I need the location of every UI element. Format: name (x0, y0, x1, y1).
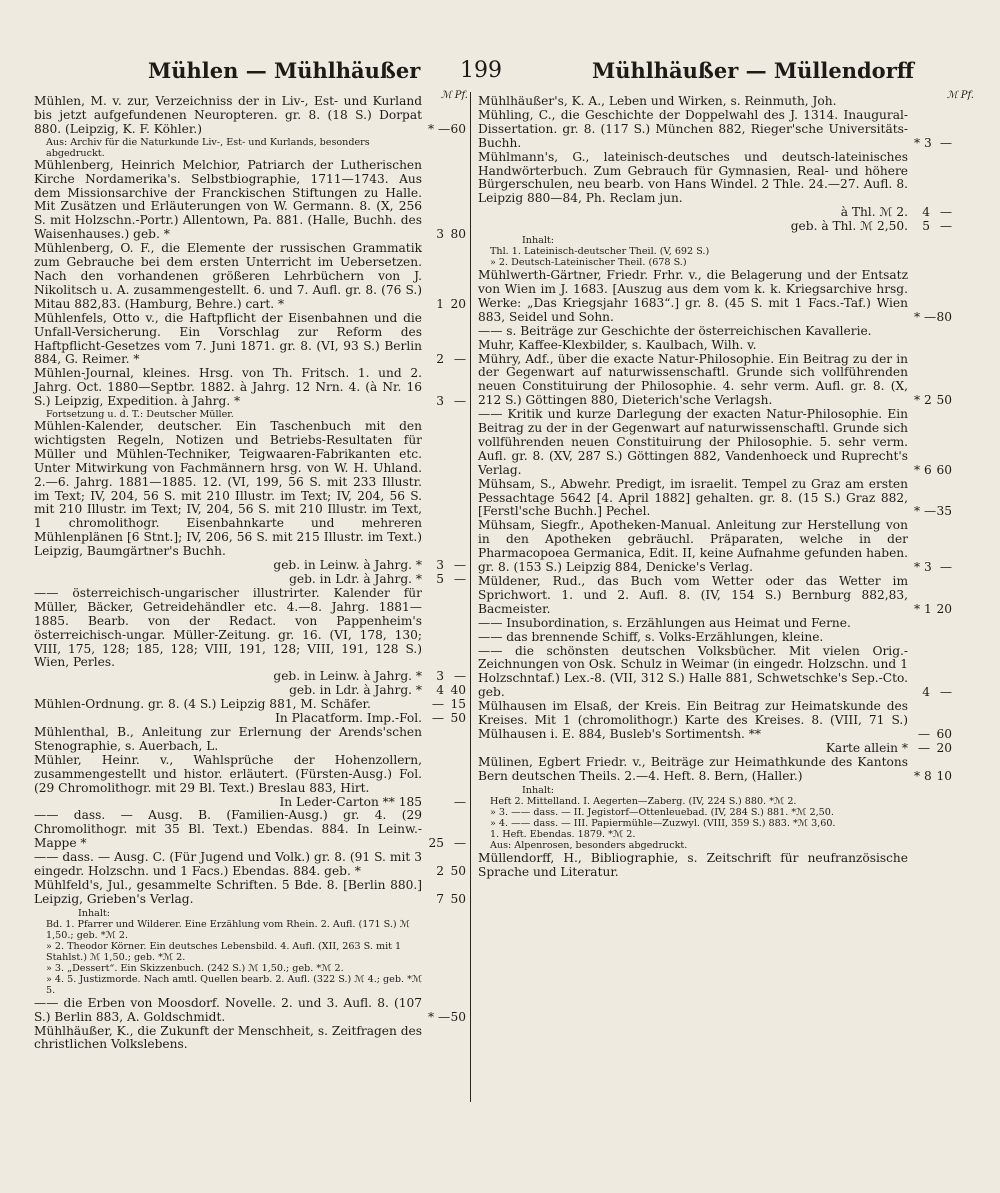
catalog-entry (478, 339, 948, 353)
price-line (478, 740, 952, 756)
entry-text: Mühlfeld's, Jul., gesammelte Schriften. 5 Bde. 8. [Berlin 880.] Leipzig, Grieben's Verlag. (34, 877, 422, 906)
price-mark: 5 (436, 572, 444, 586)
contents-item: Thl. 1. Lateinisch-deutscher Theil. (V, 692 S.) (490, 246, 710, 258)
price-pf: 50 (450, 1009, 466, 1024)
price-line (478, 219, 952, 234)
catalog-entry (478, 852, 948, 880)
entry-text: —— s. Beiträge zur Geschichte der österreichischen Kavallerie. (478, 323, 872, 338)
price-mark: — (431, 697, 444, 712)
catalog-entry (34, 157, 466, 242)
price-pf: 50 (450, 711, 466, 726)
price (422, 559, 466, 573)
currency-header-right: ℳ Pf. (946, 90, 974, 101)
price (422, 712, 466, 726)
catalog-entry (34, 995, 466, 1025)
catalog-entry (34, 754, 462, 796)
entry-binding: à Jahrg. * (181, 394, 241, 409)
price (908, 206, 952, 220)
catalog-entry (478, 699, 952, 742)
price-mark: — (917, 740, 930, 755)
price-line-label: geb. in Leinw. à Jahrg. * (273, 558, 422, 573)
catalog-entry (478, 107, 952, 151)
price-mark: — (431, 711, 444, 726)
price-mark: * 8 (914, 768, 932, 783)
contents-list (478, 785, 948, 851)
column-divider (470, 92, 471, 1102)
price-line-label: geb. in Leinw. à Jahrg. * (273, 669, 422, 684)
price-mark: 3 (436, 558, 444, 573)
price (908, 770, 952, 784)
price (422, 228, 466, 242)
contents-item: Heft 2. Mittelland. I. Aegerten—Zaberg. (IV, 224 S.) 880. *ℳ 2. (490, 795, 797, 807)
catalog-entry (478, 518, 952, 575)
price-pf: 35 (936, 504, 952, 519)
price (422, 837, 466, 851)
price-mark: 4 (436, 683, 444, 698)
price-pf: 80 (450, 227, 466, 242)
price-pf: — (939, 685, 952, 700)
price (422, 1011, 466, 1025)
price-pf: — (939, 205, 952, 220)
price-mark: * 3 (914, 135, 932, 150)
contents-item: 1. Heft. Ebendas. 1879. *ℳ 2. (490, 828, 636, 840)
price-pf: — (453, 669, 466, 684)
price-pf: — (453, 352, 466, 367)
price-mark: — (917, 726, 930, 741)
entry-text: —— Kritik und kurze Darlegung der exacten Natur-Philosophie. Ein Beitrag zu der in der Gegenwart auf naturwissenschaftl. Grunde sich vollführenden neuen Constituirung der Philosophie. 5. sehr verm. Aufl. gr. 8. (XV, 287 S.) Göttingen 882, Vandenhoeck und Ruprecht's Verlag. (478, 407, 908, 477)
entry-text: Mühlhäußer, K., die Zukunft der Menschheit, s. Zeitfragen des christlichen Volkslebens. (34, 1023, 422, 1052)
contents-item: » 3. „Dessert“. Ein Skizzenbuch. (242 S.) ℳ 1,50.; geb. *ℳ 2. (46, 962, 344, 974)
price-mark: * — (914, 309, 937, 324)
contents-item: » 4. 5. Justizmorde. Nach amtl. Quellen bearb. 2. Aufl. (322 S.) ℳ 4.; geb. *ℳ 5. (46, 973, 423, 996)
entry-text: Muhr, Kaffee-Klexbilder, s. Kaulbach, Wilh. v. (478, 337, 757, 352)
price-mark: 5 (922, 219, 930, 234)
price-mark: * — (428, 121, 451, 136)
price-pf: 50 (450, 891, 466, 906)
price-pf: 80 (936, 309, 952, 324)
contents-item: » 4. —— dass. — III. Papiermühle—Zuzwyl. (VIII, 359 S.) 883. *ℳ 3,60. (490, 817, 836, 829)
contents-item: » 2. Deutsch-Lateinischer Theil. (678 S.) (490, 257, 687, 269)
price-line (34, 683, 466, 698)
entry-text: —— Insubordination, s. Erzählungen aus Heimat und Ferne. (478, 615, 851, 630)
entry-text: —— das brennende Schiff, s. Volks-Erzählungen, kleine. (478, 629, 824, 644)
price-pf: 15 (450, 697, 466, 712)
price (908, 561, 952, 575)
catalog-entry (34, 366, 466, 409)
entry-text: —— österreichisch-ungarischer illustrirter. Kalender für Müller, Bäcker, Getreidehändler etc. 4.—8. Jahrg. 1881—1885. Bearb. von der Redact. von Pappenheim's österreichisch-ungar. Müller-Zeitung. gr. 16. (VI, 178, 130; VIII, 175, 128; 185, 128; VIII, 191, 128; VIII, 191, 128 S.) Wien, Perles. (34, 585, 422, 670)
entry-binding: cart. * (245, 296, 285, 311)
catalog-entry (478, 268, 952, 325)
header-right: Mühlhäußer — Müllendorff (592, 58, 914, 83)
price (908, 742, 952, 756)
catalog-entry (478, 351, 952, 409)
page-number: 199 (460, 58, 502, 83)
price-mark: 4 (922, 685, 930, 700)
entry-text: Mülinen, Egbert Friedr. v., Beiträge zur Heimathkunde des Kantons Bern deutschen Theils. 2.—4. Heft. 8. Bern, (Haller.) (478, 754, 908, 783)
catalog-entry (478, 476, 952, 520)
catalog-entry (34, 1025, 462, 1053)
catalog-entry (34, 697, 466, 712)
right-column (478, 90, 974, 1104)
price-pf: 60 (936, 726, 952, 741)
running-header (30, 58, 970, 88)
entry-text: Mülhausen im Elsaß, der Kreis. Ein Beitrag zur Heimatskunde des Kreises. Mit 1 (chromolithogr.) Karte des Kreises. 8. (VIII, 71 S.) Mülhausen i. E. 884, Busleb's Sortimentsh. ** (478, 699, 908, 741)
entry-text: Mühlmann's, G., lateinisch-deutsches und deutsch-lateinisches Handwörterbuch. Zum Gebrauch für Gymnasien, Real- und höhere Bürgerschulen, neu bearb. von Hans Windel. 2 Thle. 24.—27. Aufl. 8. Leipzig 880—84, Ph. Reclam jun. (478, 149, 908, 206)
entry-text: —— dass. — Ausg. B. (Familien-Ausg.) gr. 4. (29 Chromolithogr. mit 35 Bl. Text.) Ebendas. 884. In Leinw.-Mappe * (34, 808, 422, 851)
header-left: Mühlen — Mühlhäußer (148, 58, 421, 83)
catalog-entry (34, 310, 466, 368)
catalog-entry (34, 241, 466, 312)
price-pf: 50 (936, 393, 952, 408)
price-line-label: geb. in Ldr. à Jahrg. * (289, 683, 422, 698)
price-mark: * 2 (914, 393, 932, 408)
price (422, 684, 466, 698)
entry-text: —— dass. — Ausg. C. (Für Jugend und Volk.) gr. 8. (91 S. mit 3 eingedr. Holzschn. und 1 Facs.) Ebendas. 884. geb. * (34, 850, 422, 879)
catalog-entry (478, 574, 952, 617)
price (908, 311, 952, 325)
price-line-label: In Leder-Carton ** 185 (279, 794, 422, 809)
price-pf: — (453, 836, 466, 851)
entry-text: Mühling, C., die Geschichte der Doppelwahl des J. 1314. Inaugural-Dissertation. gr. 8. (117 S.) München 882, Rieger'sche Universitäts-Buchh. (478, 107, 908, 150)
price-line-label: geb. à Thl. ℳ 2,50. (790, 219, 908, 234)
entry-text: Müllendorff, H., Bibliographie, s. Zeitschrift für neufranzösische Sprache und Literatur. (478, 850, 908, 879)
price-pf: 60 (450, 121, 466, 136)
entry-note: Aus: Archiv für die Naturkunde Liv-, Est- und Kurlands, besonders abgedruckt. (46, 136, 370, 159)
price-pf: — (453, 558, 466, 573)
contents-heading: Inhalt: (78, 907, 111, 919)
entry-binding: * (133, 352, 140, 367)
price-mark: 2 (436, 352, 444, 367)
price-pf: 50 (450, 864, 466, 879)
price-pf: 10 (936, 768, 952, 783)
price-pf: — (939, 219, 952, 234)
catalog-entry (478, 754, 952, 784)
entry-text: Mühlenfels, Otto v., die Haftpflicht der Eisenbahnen und die Unfall-Versicherung. Ein Vorschlag zur Reform des Haftpflicht-Gesetzes vom 7. Juni 1871. gr. 8. (VI, 93 S.) Berlin 884, G. Reimer. (34, 310, 422, 367)
price-pf: 60 (936, 462, 952, 477)
entry-text: Mühlen, M. v. zur, Verzeichniss der in Liv-, Est- und Kurland bis jetzt aufgefundenen Neuropteren. gr. 8. (18 S.) Dorpat 880. (Leipzig, K. F. Köhler.) (34, 94, 422, 136)
price (908, 686, 952, 700)
price-line (34, 711, 466, 726)
price (908, 728, 952, 742)
price-mark: * — (428, 1009, 451, 1024)
contents-list (478, 235, 948, 268)
price-mark: 3 (436, 669, 444, 684)
catalog-entry (478, 617, 948, 631)
catalog-entry (34, 726, 462, 754)
price-pf: 40 (450, 683, 466, 698)
entry-text: Müldener, Rud., das Buch vom Wetter oder das Wetter im Sprichwort. 1. und 2. Aufl. 8. (IV, 154 S.) Bernburg 882,83, Bacmeister. (478, 574, 908, 616)
catalog-entry (34, 877, 466, 907)
price (908, 394, 952, 408)
entry-text: Mühlenthal, B., Anleitung zur Erlernung der Arends'schen Stenographie, s. Auerbach, L. (34, 724, 422, 753)
price-mark: * — (914, 504, 937, 519)
price (908, 137, 952, 151)
catalog-entry (34, 808, 466, 851)
price (422, 395, 466, 409)
left-entries (34, 94, 466, 1052)
entry-text: Mühlenberg, Heinrich Melchior, Patriarch der Lutherischen Kirche Nordamerika's. Selbstbiographie, 1711—1743. Aus dem Missionsarchive der Franckischen Stiftungen zu Halle. Mit Zusätzen und Erläuterungen von W. Germann. 8. (X, 256 S. mit Holzschn.-Portr.) Allentown, Pa. 881. (Halle, Buchh. des Waisenhauses.) (34, 157, 422, 242)
contents-heading: Inhalt: (522, 784, 555, 796)
price (422, 796, 466, 810)
entry-text: Mühler, Heinr. v., Wahlsprüche der Hohenzollern, zusammengestellt und histor. erläutert. (Fürsten-Ausg.) Fol. (29 Chromolithogr. mit 29 Bl. Text.) Breslau 883, Hirt. (34, 752, 422, 795)
price-pf: 20 (936, 740, 952, 755)
price (422, 670, 466, 684)
entry-binding: geb. * (133, 227, 170, 242)
catalog-entry (34, 587, 462, 670)
price-pf: 20 (936, 601, 952, 616)
price-line (34, 558, 466, 573)
price (422, 123, 466, 137)
entry-text: Mühry, Adf., über die exacte Natur-Philosophie. Ein Beitrag zu der in der Gegenwart auf naturwissenschaftl. Grunde sich vollführenden neuen Constituirung der Philosophie. 4. sehr verm. Aufl. gr. 8. (X, 212 S.) Göttingen 880, Dieterich'sche Verlagsh. (478, 351, 908, 408)
entry-text: Mühlwerth-Gärtner, Friedr. Frhr. v., die Belagerung und der Entsatz von Wien im J. 1683. [Auszug aus dem vom k. k. Kriegsarchive hrsg. Werke: „Das Kriegsjahr 1683“.] gr. 8. (45 S. mit 1 Facs.-Taf.) Wien 883, Seidel und Sohn. (478, 268, 908, 324)
catalog-entry (478, 95, 948, 109)
price-line (34, 794, 466, 810)
price-pf: — (453, 394, 466, 409)
price (908, 505, 952, 519)
catalog-entry (478, 631, 948, 645)
price (908, 220, 952, 234)
contents-item: » 3. —— dass. — II. Jegistorf—Ottenleuebad. (IV, 284 S.) 881. *ℳ 2,50. (490, 806, 834, 818)
entry-text: Mühsam, Siegfr., Apotheken-Manual. Anleitung zur Herstellung von in den Apotheken gebräuchl. Präparaten, welche in der Pharmacopoea Germanica, Edit. II, keine Aufnahme gefunden haben. gr. 8. (153 S.) Leipzig 884, Denicke's Verlag. (478, 518, 908, 575)
price-mark: 25 (428, 836, 444, 851)
price (422, 573, 466, 587)
entry-note: Fortsetzung u. d. T.: Deutscher Müller. (46, 409, 234, 421)
price-line-label: In Placatform. Imp.-Fol. (275, 711, 422, 726)
entry-text: —— die schönsten deutschen Volksbücher. Mit vielen Orig.-Zeichnungen von Osk. Schulz in Weimar (in eingedr. Holzschn. und 1 Holzschntaf.) Lex.-8. (VII, 312 S.) Halle 881, Schwetschke's Sep.-Cto. (478, 643, 908, 686)
price-line (34, 572, 466, 587)
entry-binding: geb. (478, 685, 505, 700)
entry-text: Mühlen-Kalender, deutscher. Ein Taschenbuch mit den wichtigsten Regeln, Notizen und Betriebs-Resultaten für Müller und Mühlen-Techniker, Teigwaaren-Fabrikanten etc. Unter Mitwirkung von Fachmännern hrsg. von W. H. Uhland. 2.—6. Jahrg. 1881—1885. 12. (VI, 199, 56 S. mit 233 Illustr. im Text; IV, 204, 56 S. mit 210 Illustr. im Text; IV, 204, 56 S. mit 210 Illustr. im Text; IV, 204, 56 S. mit 210 Illustr. im Text, 1 chromolithogr. Eisenbahnkarte und mehreren Mühlenplänen [6 Stnt.]; IV, 206, 56 S. mit 215 Illustr. im Text.) Leipzig, Baumgärtner's Buchh. (34, 419, 422, 559)
price-line-label: geb. in Ldr. à Jahrg. * (289, 572, 422, 586)
contents-item: Aus: Alpenrosen, besonders abgedruckt. (490, 839, 688, 851)
price-mark: * 1 (914, 601, 932, 616)
right-entries (478, 94, 952, 879)
price-mark: 2 (436, 864, 444, 879)
price (908, 603, 952, 617)
price-pf: — (453, 794, 466, 809)
price-mark: 1 (436, 296, 444, 311)
currency-header-left: ℳ Pf. (440, 90, 468, 101)
price (422, 298, 466, 312)
price (422, 353, 466, 367)
price-line-label: Karte allein * (825, 740, 908, 755)
price-pf: 20 (450, 296, 466, 311)
entry-text: Mühlenberg, O. F., die Elemente der russischen Grammatik zum Gebrauche bei dem ersten Unterricht im Uebersetzen. Nach den vorhandenen größeren Lehrbüchern von J. Nikolitsch u. A. zusammengestellt. 6. und 7. Aufl. gr. 8. (76 S.) Mitau 882,83. (Hamburg, Behre.) (34, 241, 422, 311)
price-pf: — (453, 572, 466, 586)
catalog-entry (34, 850, 466, 879)
contents-heading: Inhalt: (522, 235, 555, 247)
price (422, 698, 466, 712)
price-line (478, 205, 952, 220)
contents-list (34, 908, 462, 996)
price-line-label: à Thl. ℳ 2. (840, 205, 908, 220)
entry-text: Mühsam, S., Abwehr. Predigt, im israelit. Tempel zu Graz am ersten Pessachtage 5642 [4. April 1882] gehalten. gr. 8. (15 S.) Graz 882, [Ferstl'sche Buchh.] Pechel. (478, 476, 908, 519)
price-line (34, 669, 466, 684)
price-mark: 4 (922, 205, 930, 220)
price (422, 865, 466, 879)
catalog-entry (478, 325, 948, 339)
price-mark: 3 (436, 227, 444, 242)
price (422, 893, 466, 907)
price (908, 464, 952, 478)
catalog-entry (478, 407, 952, 478)
contents-item: » 2. Theodor Körner. Ein deutsches Lebensbild. 4. Aufl. (XII, 263 S. mit 1 Stahlst.) ℳ 1,50.; geb. *ℳ 2. (46, 940, 402, 963)
entry-text: Mühlhäußer's, K. A., Leben und Wirken, s. Reinmuth, Joh. (478, 94, 837, 108)
left-column (34, 90, 468, 1104)
catalog-entry (478, 151, 948, 207)
entry-text: —— die Erben von Moosdorf. Novelle. 2. und 3. Aufl. 8. (107 S.) Berlin 883, A. Goldschmidt. (34, 995, 422, 1024)
entry-text: Mühlen-Ordnung. gr. 8. (4 S.) Leipzig 881, M. Schäfer. (34, 697, 371, 712)
price-pf: — (939, 135, 952, 150)
price-mark: * 6 (914, 462, 932, 477)
catalog-entry (34, 420, 462, 559)
price-pf: — (939, 560, 952, 575)
price-mark: 7 (436, 891, 444, 906)
entry-text: Mühlen-Journal, kleines. Hrsg. von Th. Fritsch. 1. und 2. Jahrg. Oct. 1880—Septbr. 1882. à Jahrg. 12 Nrn. 4. (à Nr. 16 S.) Leipzig, Expedition. (34, 366, 422, 409)
contents-item: Bd. 1. Pfarrer und Wilderer. Eine Erzählung vom Rhein. 2. Aufl. (171 S.) ℳ 1,50.; geb. *ℳ 2. (46, 918, 410, 941)
price-mark: * 3 (914, 560, 932, 575)
price-mark: 3 (436, 394, 444, 409)
catalog-entry (478, 643, 952, 701)
